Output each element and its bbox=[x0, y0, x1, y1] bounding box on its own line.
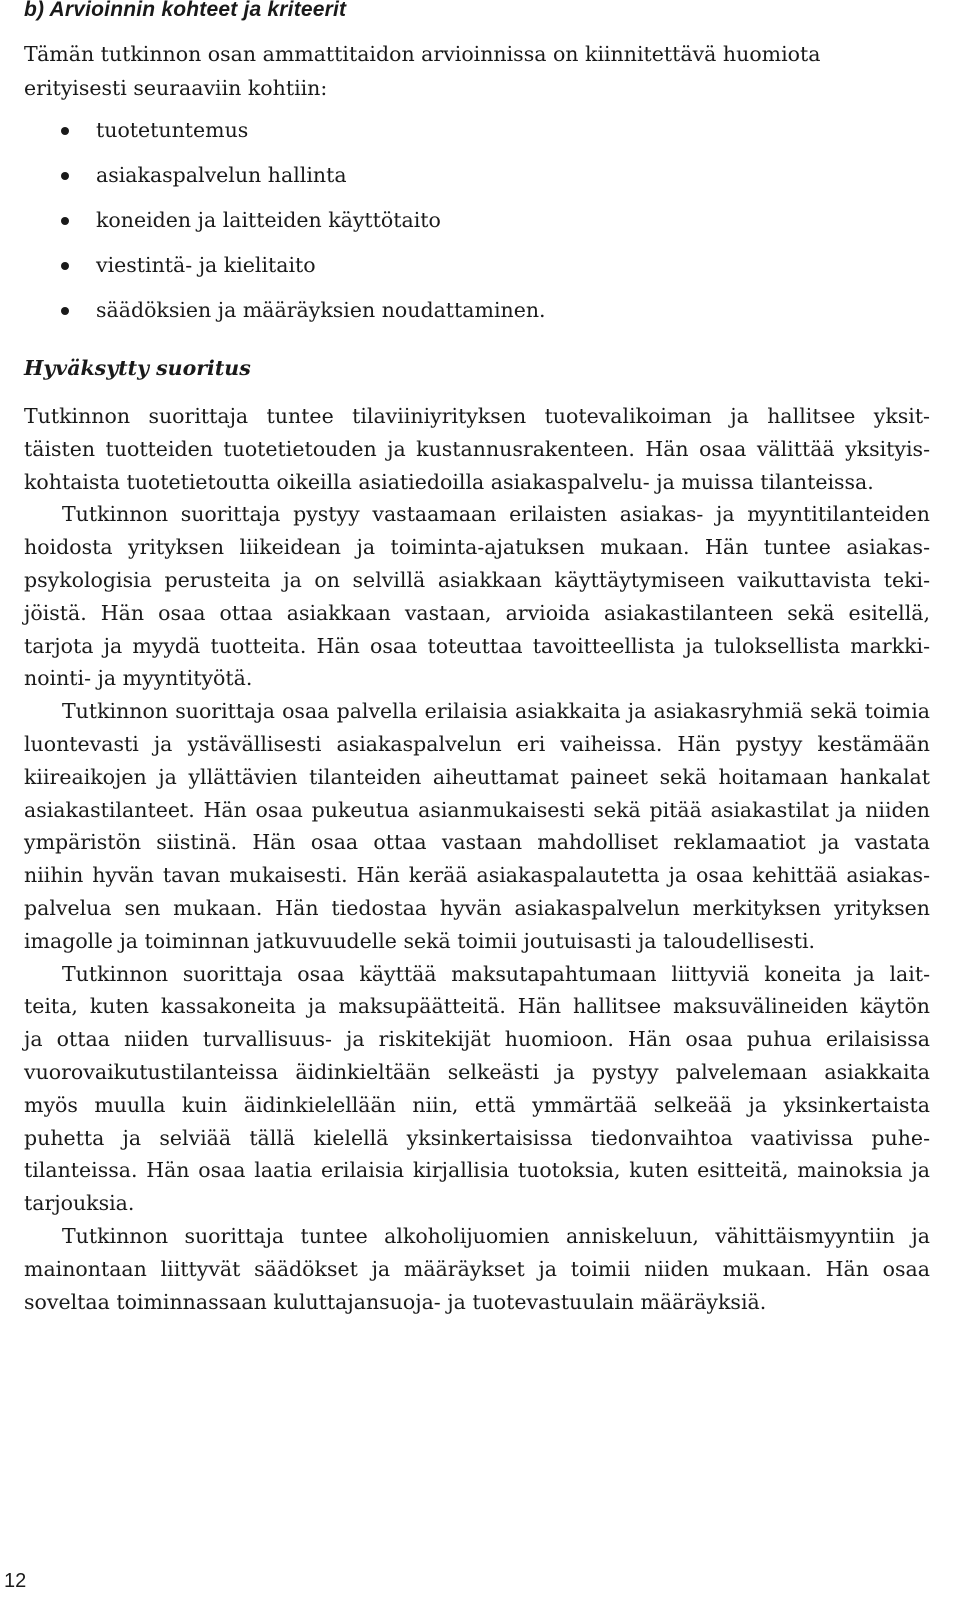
text-line: kiireaikojen ja yllättävien tilanteiden aiheuttamat paineet sekä hoitamaan hankalat bbox=[24, 764, 930, 789]
text-line: vuorovaikutustilanteissa äidinkieltään selkeästi ja pystyy palvelemaan asiakkaita bbox=[24, 1059, 930, 1084]
list-item bbox=[24, 159, 546, 204]
bullet-icon bbox=[61, 262, 69, 270]
text-line: luontevasti ja ystävällisesti asiakaspalvelun eri vaiheissa. Hän pystyy kestämään bbox=[24, 731, 930, 756]
list-item-text: asiakaspalvelun hallinta bbox=[96, 163, 347, 187]
text-line: jöistä. Hän osaa ottaa asiakkaan vastaan, arvioida asiakastilanteen sekä esitellä, bbox=[24, 600, 930, 625]
text-line: palvelua sen mukaan. Hän tiedostaa hyvän asiakaspalvelun merkityksen yrityksen bbox=[24, 895, 930, 920]
text-line: asiakastilanteet. Hän osaa pukeutua asianmukaisesti sekä pitää asiakastilat ja niiden bbox=[24, 797, 930, 822]
bullet-icon bbox=[61, 307, 69, 315]
list-item-text: säädöksien ja määräyksien noudattaminen. bbox=[96, 298, 546, 322]
list-item-text: koneiden ja laitteiden käyttötaito bbox=[96, 208, 441, 232]
text-line: ja ottaa niiden turvallisuus- ja riskitekijät huomioon. Hän osaa puhua erilaisissa bbox=[24, 1027, 930, 1052]
list-item bbox=[24, 114, 546, 159]
text-line: imagolle ja toiminnan jatkuvuudelle sekä toimii joutuisasti ja taloudellisesti. bbox=[24, 928, 816, 953]
text-line: puhetta ja selviää tällä kielellä yksinkertaisissa tiedonvaihtoa vaativissa puhe- bbox=[24, 1125, 930, 1150]
text-line: psykologisia perusteita ja on selvillä asiakkaan käyttäytymiseen vaikuttavista teki- bbox=[24, 567, 930, 592]
text-line: tilanteissa. Hän osaa laatia erilaisia kirjallisia tuotoksia, kuten esitteitä, mainoksia ja bbox=[24, 1158, 930, 1183]
text-line: Tutkinnon suorittaja osaa käyttää maksutapahtumaan liittyviä koneita ja lait- bbox=[62, 961, 930, 986]
text-line: tarjota ja myydä tuotteita. Hän osaa toteuttaa tavoitteellista ja tuloksellista markki- bbox=[24, 633, 930, 658]
text-line: kohtaista tuotetietoutta oikeilla asiatiedoilla asiakaspalvelu- ja muissa tilanteissa. bbox=[24, 469, 874, 494]
text-line: teita, kuten kassakoneita ja maksupäätteitä. Hän hallitsee maksuvälineiden käytön bbox=[24, 994, 930, 1019]
text-line: täisten tuotteiden tuotetietouden ja kustannusrakenteen. Hän osaa välittää yksityis- bbox=[24, 436, 930, 461]
body-text bbox=[24, 400, 930, 1318]
bullet-icon bbox=[61, 172, 69, 180]
text-line: Tutkinnon suorittaja pystyy vastaamaan erilaisten asiakas- ja myyntitilanteiden bbox=[62, 502, 930, 527]
page-number: 12 bbox=[4, 1570, 27, 1592]
text-line: mainontaan liittyvät säädökset ja määräykset ja toimii niiden mukaan. Hän osaa bbox=[24, 1256, 930, 1281]
text-line: Tutkinnon suorittaja tuntee alkoholijuomien anniskeluun, vähittäismyyntiin ja bbox=[62, 1223, 930, 1248]
text-line: niihin hyvän tavan mukaisesti. Hän kerää asiakaspalautetta ja osaa kehittää asiakas- bbox=[24, 863, 930, 888]
text-line: tarjouksia. bbox=[24, 1191, 135, 1216]
text-line: ympäristön siistinä. Hän osaa ottaa vastaan mahdolliset reklamaatiot ja vastata bbox=[24, 830, 930, 855]
text-line: nointi- ja myyntityötä. bbox=[24, 666, 253, 691]
text-line: hoidosta yrityksen liikeidean ja toiminta-ajatuksen mukaan. Hän tuntee asiakas- bbox=[24, 535, 930, 560]
list-item bbox=[24, 294, 546, 339]
text-line: Tutkinnon suorittaja osaa palvella erilaisia asiakkaita ja asiakasryhmiä sekä toimia bbox=[62, 699, 930, 724]
section-heading: b) Arvioinnin kohteet ja kriteerit bbox=[24, 0, 347, 21]
bullet-icon bbox=[61, 217, 69, 225]
text-line: soveltaa toiminnassaan kuluttajansuoja- ja tuotevastuulain määräyksiä. bbox=[24, 1289, 767, 1314]
list-item bbox=[24, 204, 546, 249]
text-line: myös muulla kuin äidinkielellään niin, että ymmärtää selkeää ja yksinkertaista bbox=[24, 1092, 930, 1117]
list-item-text: viestintä- ja kielitaito bbox=[96, 253, 316, 277]
subsection-heading: Hyväksytty suoritus bbox=[24, 356, 251, 380]
bullet-icon bbox=[61, 127, 69, 135]
criteria-list bbox=[24, 114, 546, 339]
list-item bbox=[24, 249, 546, 294]
list-item-text: tuotetuntemus bbox=[96, 118, 249, 142]
intro-paragraph: Tämän tutkinnon osan ammattitaidon arvioinnissa on kiinnitettävä huomiota erityisesti seuraaviin kohtiin: bbox=[24, 42, 821, 100]
text-line: Tutkinnon suorittaja tuntee tilaviiniyrityksen tuotevalikoiman ja hallitsee yksit- bbox=[24, 404, 930, 428]
